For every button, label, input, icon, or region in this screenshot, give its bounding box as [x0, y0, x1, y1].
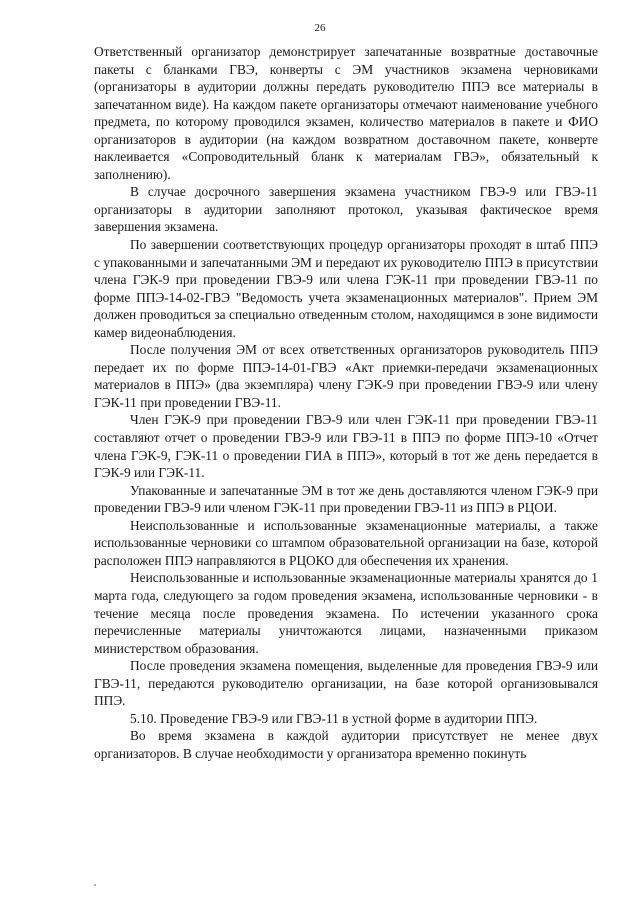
- body-text: [94, 43, 598, 762]
- paragraph-early-completion: В случае досрочного завершения экзамена участником ГВЭ-9 или ГВЭ-11 организаторы в аудитории заполняют протокол, указывая фактическое время завершения экзамена.: [94, 184, 598, 235]
- paragraph-premises-return: После проведения экзамена помещения, выделенные для проведения ГВЭ-9 или ГВЭ-11, передаются руководителю организации, на базе которой организовывался ППЭ.: [94, 658, 598, 709]
- page-number: 26: [314, 22, 326, 34]
- paragraph-delivery-to-rcoi: Упакованные и запечатанные ЭМ в тот же день доставляются членом ГЭК-9 при проведении ГВЭ-9 или членом ГЭК-11 при проведении ГВЭ-11 из ППЭ в РЦОИ.: [94, 482, 598, 516]
- paragraph-materials-storage: Неиспользованные и использованные экзаменационные материалы, а также использованные черновики со штампом образовательной организации на базе, которой расположен ППЭ направляются в РЦОКО для обеспечения их хранения.: [94, 517, 598, 568]
- paragraph-return-packages: Ответственный организатор демонстрирует запечатанные возвратные доставочные пакеты с бланками ГВЭ, конверты с ЭМ участников экзамена черновиками (организаторы в аудитории должны передать руководителю ППЭ все материалы в запечатанном виде). На каждом пакете организаторы отмечают наименование учебного предмета, по которому проводился экзамен, количество материалов в пакете и ФИО организаторов в аудитории (на каждом возвратном доставочном пакете, конверте наклеивается «Сопроводительный бланк к материалам ГВЭ», обязательный к заполнению).: [94, 44, 598, 182]
- paragraph-gek-report: Член ГЭК-9 при проведении ГВЭ-9 или член ГЭК-11 при проведении ГВЭ-11 составляют отчет о проведении ГВЭ-9 или ГВЭ-11 в ППЭ по форме ППЭ-10 «Отчет члена ГЭК-9, ГЭК-11 о проведении ГИА в ППЭ», который в тот же день передается в ГЭК-9 или ГЭК-11.: [94, 412, 598, 481]
- paragraph-storage-terms: Неиспользованные и использованные экзаменационные материалы хранятся до 1 марта года, следующего за годом проведения экзамена, использованные черновики - в течение месяца после проведения экзамена. По истечении указанного срока перечисленные материалы уничтожаются лицами, назначенными приказом министерством образования.: [94, 570, 598, 656]
- section-heading-5-10: 5.10. Проведение ГВЭ-9 или ГВЭ-11 в устной форме в аудитории ППЭ.: [130, 710, 538, 726]
- paragraph-acceptance-act: После получения ЭМ от всех ответственных организаторов руководитель ППЭ передает их по форме ППЭ-14-01-ГВЭ «Акт приемки-передачи экзаменационных материалов в ППЭ» (два экземпляра) члену ГЭК-9 при проведении ГВЭ-9 или члену ГЭК-11 при проведении ГВЭ-11.: [94, 342, 598, 410]
- paragraph-organizers-presence: Во время экзамена в каждой аудитории присутствует не менее двух организаторов. В случае необходимости у организатора временно покинуть: [94, 728, 598, 761]
- paragraph-transfer-to-headquarters: По завершении соответствующих процедур организаторы проходят в штаб ППЭ с упакованными и запечатанными ЭМ и передают их руководителю ППЭ в присутствии члена ГЭК-9 при проведении ГВЭ-9 или члена ГЭК-11 при проведении ГВЭ-11 по форме ППЭ-14-02-ГВЭ "Ведомость учета экзаменационных материалов". Прием ЭМ должен проводиться за специально отведенным столом, находящимся в зоне видимости камер видеонаблюдения.: [94, 237, 598, 340]
- scan-speck: [94, 884, 96, 886]
